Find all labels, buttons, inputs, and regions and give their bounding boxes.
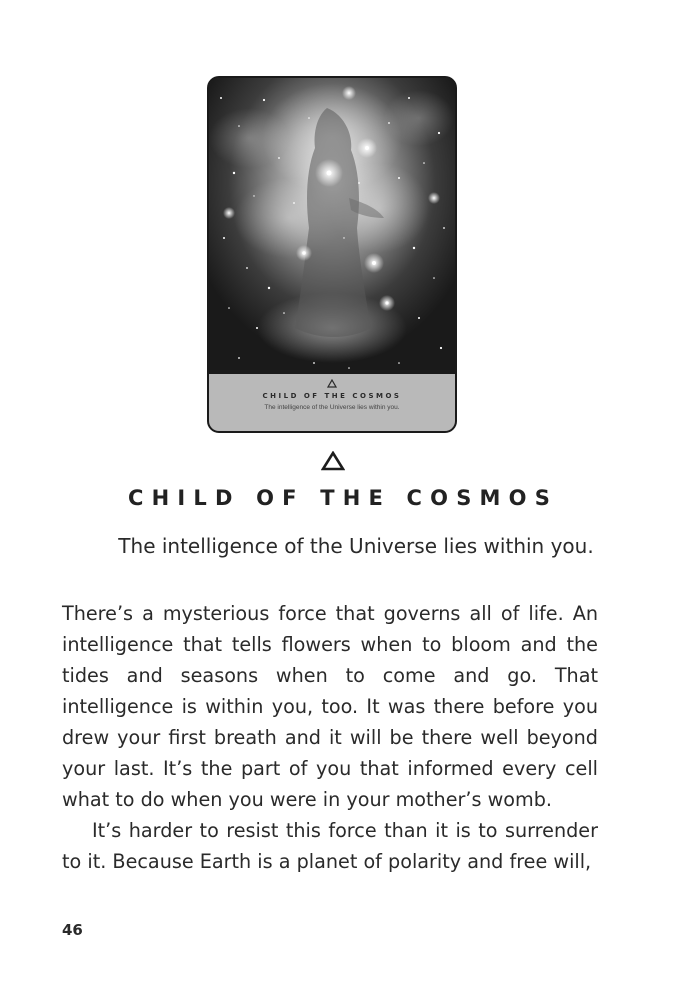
triangle-icon <box>321 451 345 471</box>
card-artwork <box>209 78 455 376</box>
card-title: CHILD OF THE COSMOS <box>262 392 402 400</box>
card-subtitle: The intelligence of the Universe lies within you. <box>264 404 400 411</box>
body-paragraph: It’s harder to resist this force than it is to surrender to it. Because Earth is a planet of polarity and free will, <box>62 819 598 873</box>
oracle-card <box>207 76 457 433</box>
triangle-icon <box>327 379 337 388</box>
card-caption <box>209 374 455 431</box>
entry-subtitle: The intelligence of the Universe lies within you. <box>118 534 594 558</box>
page-number: 46 <box>62 921 83 939</box>
body-paragraph: There’s a mysterious force that governs all of life. An intelligence that tells flowers when to bloom and the tides and seasons when to come and go. That intelligence is within you, too. It was there before you drew your first breath and it will be there well beyond your last. It’s the part of you that informed every cell what to do when you were in your mother’s womb. <box>62 602 598 811</box>
entry-title: CHILD OF THE COSMOS <box>127 486 559 510</box>
body-text <box>62 598 598 877</box>
